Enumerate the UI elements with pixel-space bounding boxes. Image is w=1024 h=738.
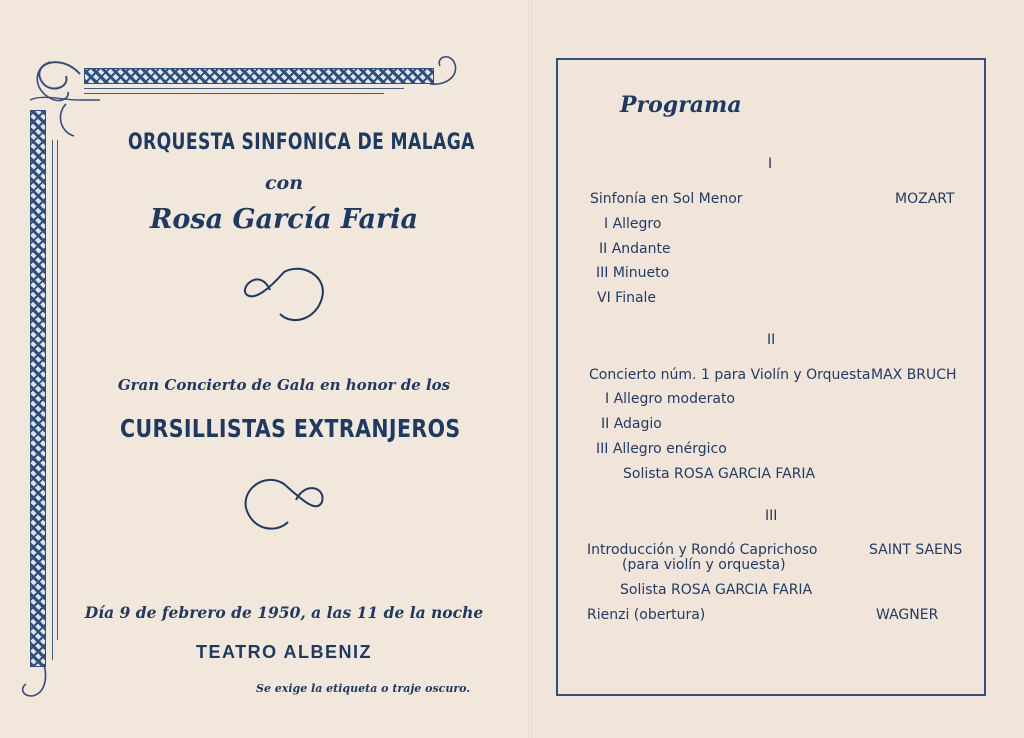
bottom-left-flourish — [14, 660, 64, 710]
part-numeral: II — [767, 332, 776, 348]
honorees-title: CURSILLISTAS EXTRANJEROS — [120, 414, 461, 443]
movement: I Allegro — [604, 216, 662, 232]
top-rule — [84, 88, 404, 89]
composer-name: MOZART — [895, 191, 955, 207]
side-rule — [52, 140, 53, 660]
composer-name: MAX BRUCH — [871, 367, 957, 383]
part-numeral: III — [765, 508, 778, 524]
work-title: Sinfonía en Sol Menor — [590, 191, 743, 207]
program-heading: Programa — [620, 92, 742, 118]
movement: II Adagio — [601, 416, 662, 432]
work-subtitle: (para violín y orquesta) — [622, 557, 786, 573]
top-right-flourish — [400, 54, 460, 114]
event-date: Día 9 de febrero de 1950, a las 11 de la noche — [84, 603, 484, 622]
part-numeral: I — [768, 156, 773, 172]
soloist-name: Rosa García Faria — [149, 204, 419, 235]
composer-name: SAINT SAENS — [869, 542, 963, 558]
work-title: Rienzi (obertura) — [587, 607, 706, 623]
work-title: Introducción y Rondó Caprichoso — [587, 542, 818, 558]
decorative-swirl-bottom — [240, 468, 330, 538]
gala-subtitle: Gran Concierto de Gala en honor de los — [117, 376, 451, 394]
soloist-credit: Solista ROSA GARCIA FARIA — [620, 582, 813, 598]
movement: I Allegro moderato — [605, 391, 735, 407]
work-title: Concierto núm. 1 para Violín y Orquesta — [589, 367, 871, 383]
composer-name: WAGNER — [876, 607, 939, 623]
corner-flourish — [20, 54, 100, 144]
movement: III Allegro enérgico — [596, 441, 727, 457]
soloist-credit: Solista ROSA GARCIA FARIA — [623, 466, 816, 482]
side-rule-inner — [57, 140, 58, 640]
ornamental-top-border — [84, 68, 434, 84]
movement: III Minueto — [596, 265, 670, 281]
top-rule-inner — [84, 93, 384, 94]
venue-name: TEATRO ALBENIZ — [196, 642, 372, 662]
movement: II Andante — [599, 241, 671, 257]
ornamental-left-border — [30, 110, 46, 667]
orchestra-title: ORQUESTA SINFONICA DE MALAGA — [128, 130, 475, 155]
decorative-swirl-top — [240, 258, 330, 328]
con-text: con — [264, 172, 304, 194]
movement: VI Finale — [597, 290, 657, 306]
dress-code-note: Se exige la etiqueta o traje oscuro. — [256, 682, 471, 695]
page-fold — [528, 0, 532, 738]
